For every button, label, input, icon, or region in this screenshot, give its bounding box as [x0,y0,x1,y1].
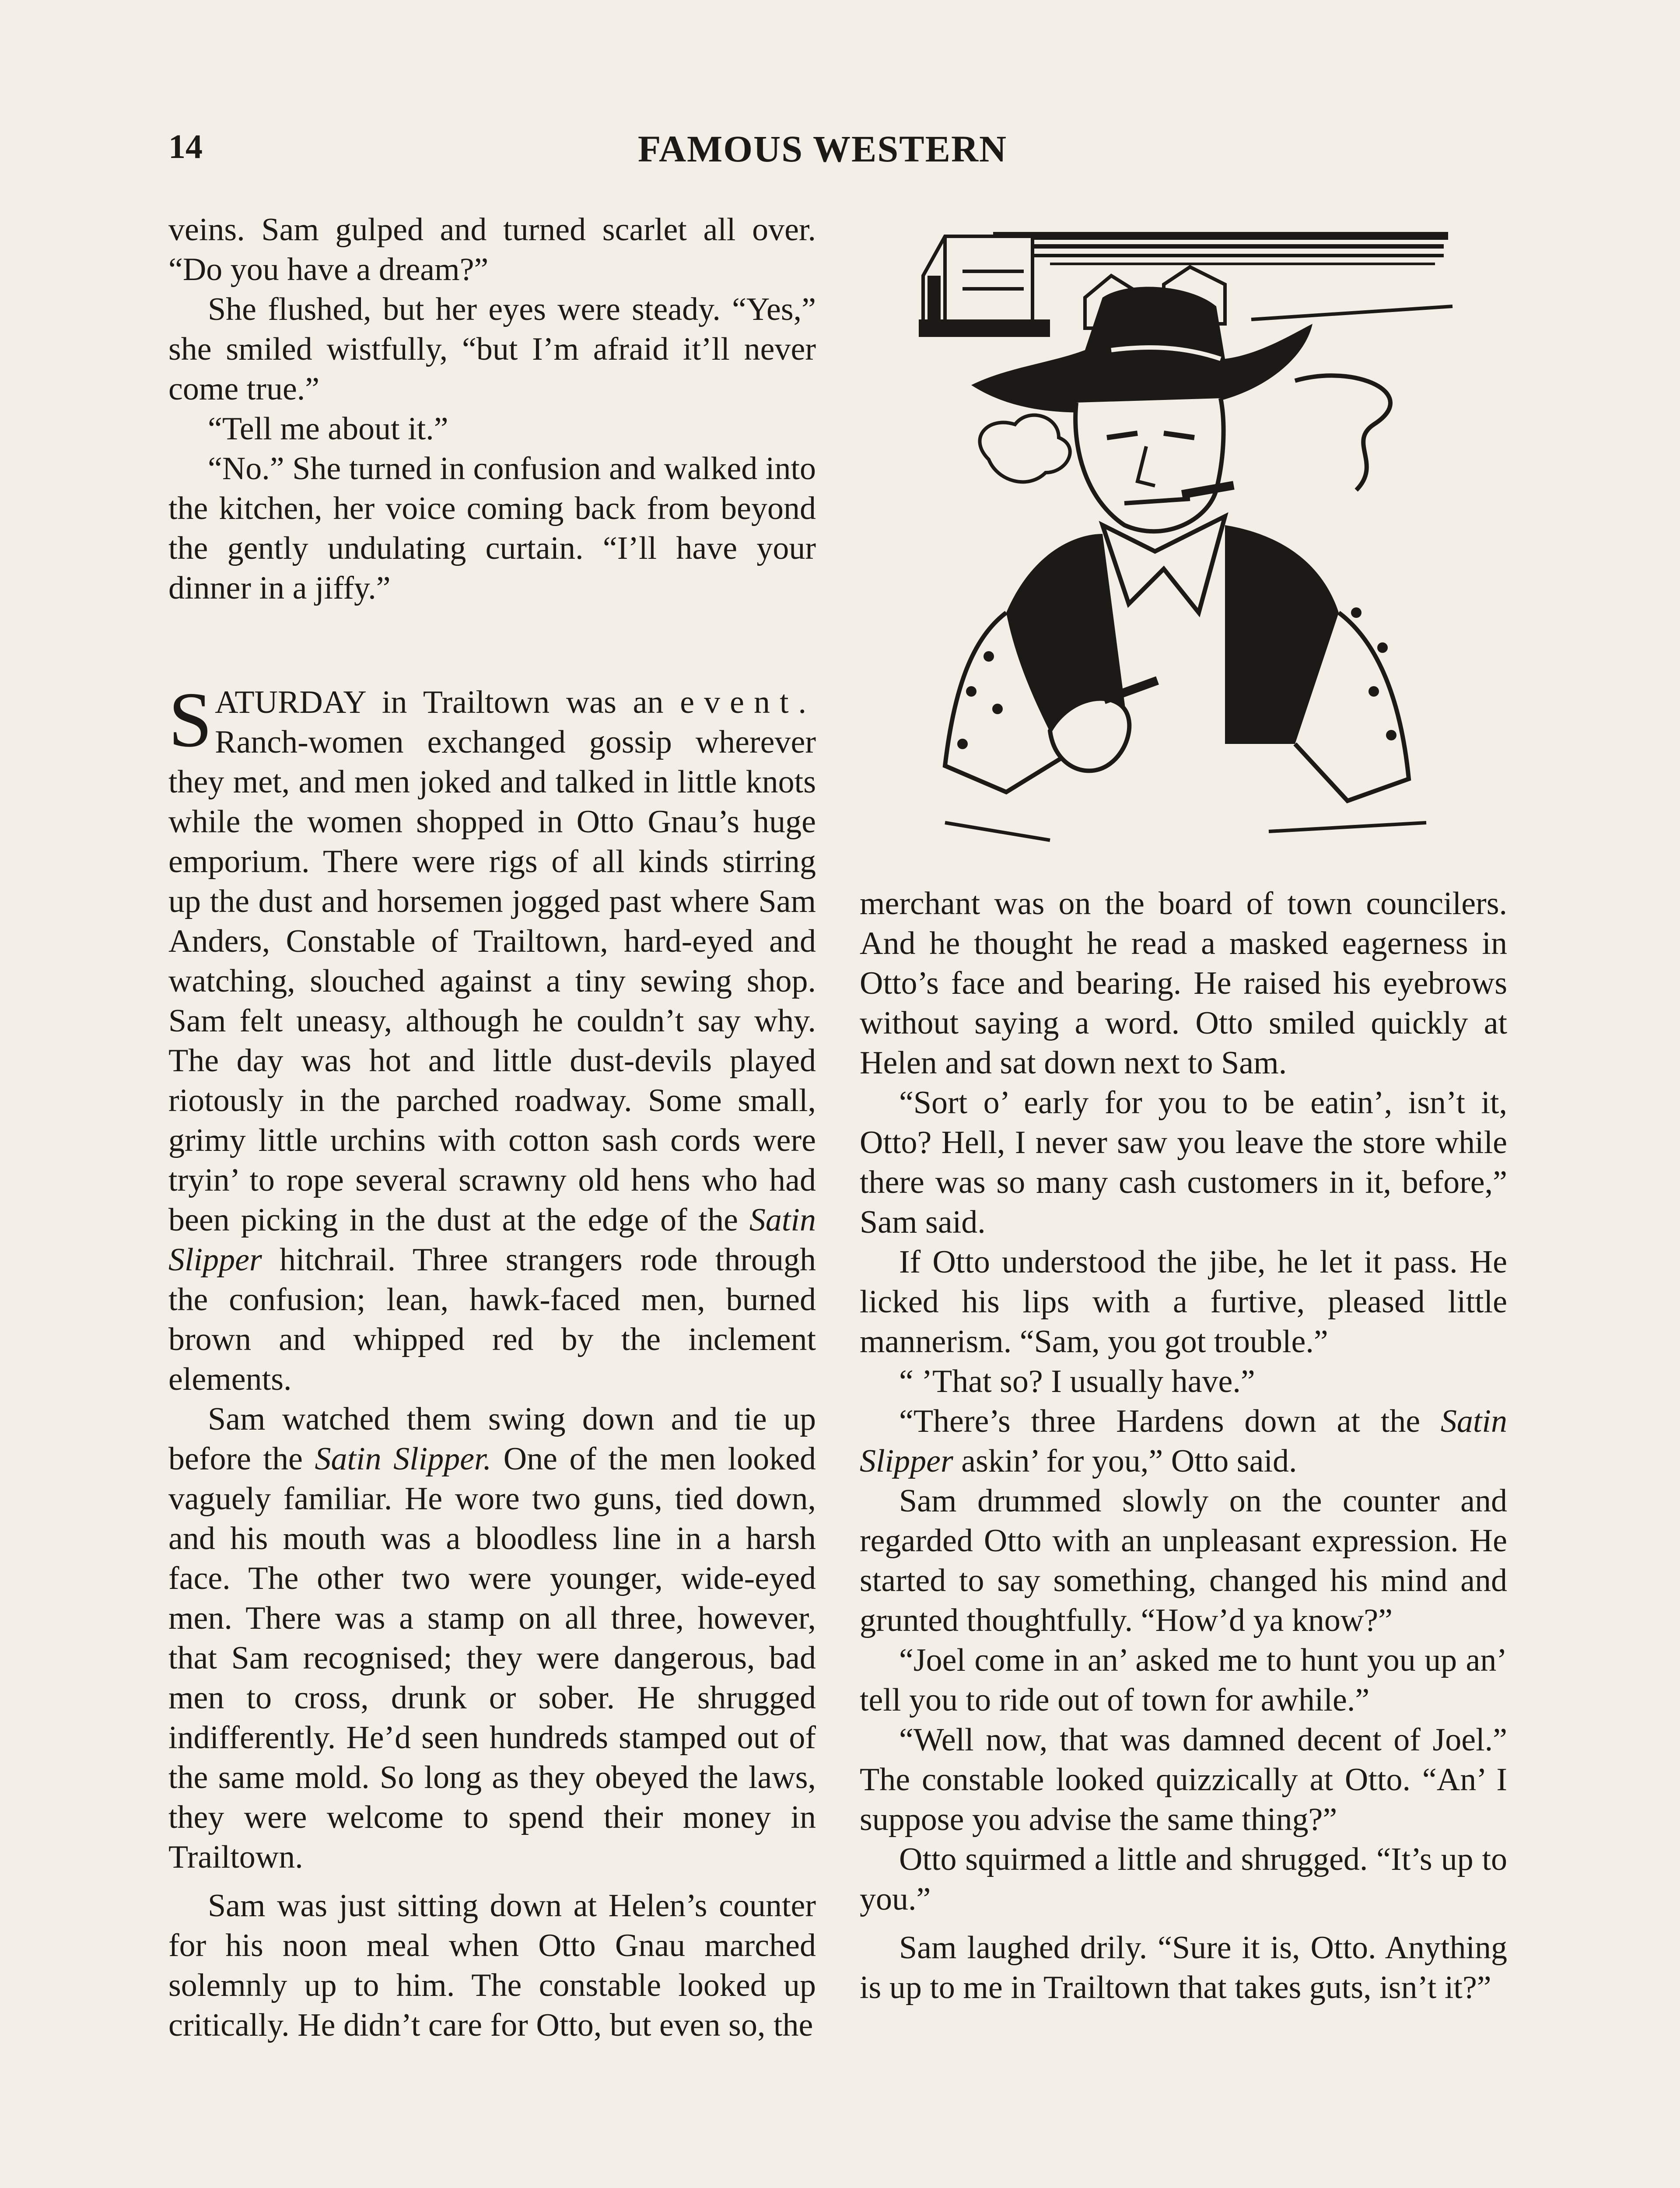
paragraph: “Joel come in an’ asked me to hunt you up an’ tell you to ride out of town for awhile.” [860,1642,1507,1718]
left-column-bottom [168,676,816,2045]
page-number: 14 [168,127,203,165]
right-column [860,884,1507,2008]
paragraph-text: Sam watched them swing down and tie up before the [168,1401,816,1477]
paragraph-text: Ranch-women exchanged gossip wherever they met, and men joked and talked in little knots while the women shopped in Otto Gnau’s huge emporium. There were rigs of all kinds stirring up the dust and horsemen jogged past where Sam Anders, Constable of Trailtown, hard-eyed and watching, slouched against a tiny sewing shop. Sam felt uneasy, although he couldn’t say why. The day was hot and little dust-devils played riotously in the parched roadway. Some small, grimy little urchins with cotton sash cords were tryin’ to rope several scrawny old hens who had been picking in the dust at the edge of the [168,724,816,1238]
paragraph: Otto squirmed a little and shrugged. “It’s up to you.” [860,1841,1507,1917]
paragraph-text: hitchrail. Three strangers rode through the confusion; lean, hawk-faced men, burned brown and whipped red by the inclement elements. [168,1242,816,1397]
italic-name: Satin Slipper. [315,1441,492,1477]
section-opening-paragraph [168,676,816,1399]
paragraph-text: askin’ for you,” Otto said. [953,1443,1297,1479]
drop-cap: S [168,676,213,763]
cowboy-illustration-icon [919,219,1466,862]
paragraph: veins. Sam gulped and turned scarlet all over. “Do you have a dream?” [168,212,816,288]
paragraph: She flushed, but her eyes were steady. “Yes,” she smiled wistfully, “but I’m afraid it’ll never come true.” [168,291,816,407]
paragraph: Sam laughed drily. “Sure it is, Otto. Anything is up to me in Trailtown that takes guts, isn’t it?” [860,1930,1507,2006]
italic-name: Satin Slipper [860,1403,1507,1479]
paragraph [168,1399,816,1877]
paragraph: “Sort o’ early for you to be eatin’, isn’t it, Otto? Hell, I never saw you leave the store while there was so many cash customers in it, before,” Sam said. [860,1085,1507,1240]
paragraph: “Tell me about it.” [208,411,448,447]
paragraph: “No.” She turned in confusion and walked into the kitchen, her voice coming back from beyond the gently undulating curtain. “I’ll have your dinner in a jiffy.” [168,451,816,606]
paragraph: “Well now, that was damned decent of Joel.” The constable looked quizzically at Otto. “An’ I suppose you advise the same thing?” [860,1722,1507,1837]
paragraph: Sam drummed slowly on the counter and regarded Otto with an unpleasant expression. He started to say something, changed his mind and grunted thoughtfully. “How’d ya know?” [860,1483,1507,1638]
lead-spaced-word: event. [680,684,816,720]
paragraph: merchant was on the board of town councilers. And he thought he read a masked eagerness in Otto’s face and bearing. He raised his eyebrows without saying a word. Otto smiled quickly at Helen and sat down next to Sam. [860,886,1507,1081]
left-column-top [168,210,816,608]
paragraph-text: One of the men looked vaguely familiar. He wore two guns, tied down, and his mouth was a bloodless line in a harsh face. The other two were younger, wide-eyed men. There was a stamp on all three, however, that Sam recognised; they were dangerous, bad men to cross, drunk or sober. He shrugged indifferently. He’d seen hundreds stamped out of the same mold. So long as they obeyed the laws, they were welcome to spend their money in Trailtown. [168,1441,816,1875]
paragraph: If Otto understood the jibe, he let it pass. He licked his lips with a furtive, pleased little mannerism. “Sam, you got trouble.” [860,1244,1507,1360]
lead-words: in Trailtown was an [382,684,664,720]
running-title: FAMOUS WESTERN [637,128,1008,170]
paragraph: “ ’That so? I usually have.” [899,1364,1255,1399]
page-header [168,127,1477,175]
paragraph [860,1402,1507,1481]
italic-name: Satin Slipper [168,1202,816,1278]
lead-caps: ATURDAY [215,684,366,720]
cowboy-illustration [919,219,1466,862]
paragraph-text: “There’s three Hardens down at the [899,1403,1441,1439]
paragraph: Sam was just sitting down at Helen’s counter for his noon meal when Otto Gnau marched solemnly up to him. The constable looked up critically. He didn’t care for Otto, but even so, the [168,1888,816,2043]
